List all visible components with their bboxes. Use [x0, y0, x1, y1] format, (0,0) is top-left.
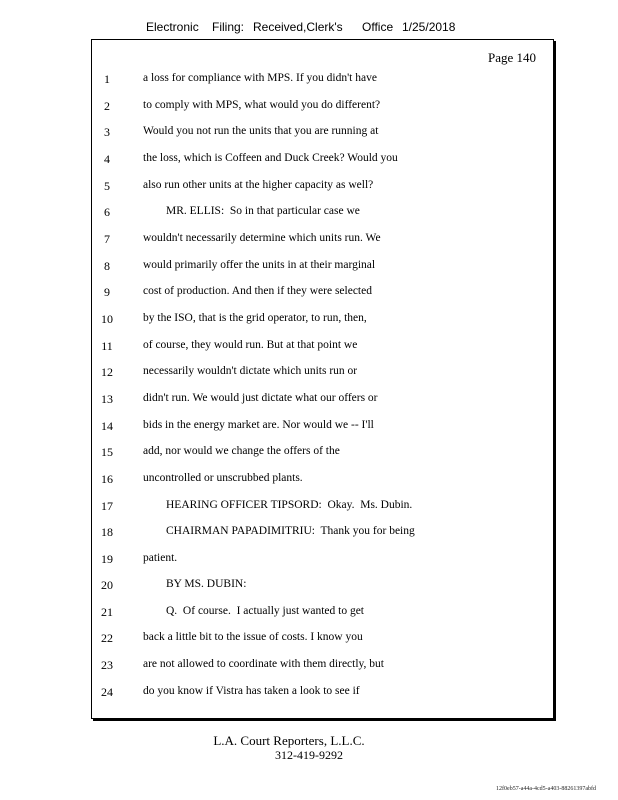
line-text: Q. Of course. I actually just wanted to get [143, 605, 364, 617]
line-text: wouldn't necessarily determine which units run. We [143, 232, 381, 244]
line-text: a loss for compliance with MPS. If you didn't have [143, 72, 377, 84]
line-number: 12 [101, 365, 113, 379]
line-number: 13 [101, 392, 113, 406]
line-text: HEARING OFFICER TIPSORD: Okay. Ms. Dubin. [143, 499, 413, 511]
line-text: BY MS. DUBIN: [143, 578, 247, 590]
line-number: 4 [104, 152, 110, 166]
line-text: the loss, which is Coffeen and Duck Creek? Would you [143, 152, 398, 164]
line-number: 23 [101, 658, 113, 672]
line-text: bids in the energy market are. Nor would we -- I'll [143, 419, 374, 431]
line-text: cost of production. And then if they were selected [143, 285, 372, 297]
line-text: back a little bit to the issue of costs. I know you [143, 631, 363, 643]
line-number: 21 [101, 605, 113, 619]
line-number: 22 [101, 631, 113, 645]
line-text: CHAIRMAN PAPADIMITRIU: Thank you for being [143, 525, 415, 537]
line-text: MR. ELLIS: So in that particular case we [143, 205, 360, 217]
line-number: 11 [101, 339, 113, 353]
line-number: 15 [101, 445, 113, 459]
line-number: 18 [101, 525, 113, 539]
line-number: 1 [104, 72, 110, 86]
line-number: 16 [101, 472, 113, 486]
line-text: are not allowed to coordinate with them directly, but [143, 658, 385, 670]
page-number: Page 140 [488, 50, 537, 65]
reporter-company: L.A. Court Reporters, L.L.C. [213, 733, 365, 748]
line-number: 2 [104, 99, 110, 113]
line-number: 3 [104, 125, 110, 139]
line-number: 9 [104, 285, 110, 299]
line-number: 8 [104, 259, 110, 273]
transcript-page-frame [91, 39, 554, 719]
line-text: add, nor would we change the offers of the [143, 445, 340, 457]
line-text: patient. [143, 552, 178, 564]
line-text: Would you not run the units that you are running at [143, 125, 379, 137]
line-number: 19 [101, 552, 113, 566]
reporter-phone: 312-419-9292 [275, 748, 343, 762]
line-text: didn't run. We would just dictate what our offers or [143, 392, 378, 404]
header-received-clerks: Received,Clerk's [253, 20, 343, 34]
line-text: would primarily offer the units in at their marginal [143, 259, 376, 271]
line-text: by the ISO, that is the grid operator, to run, then, [143, 312, 367, 324]
line-number: 20 [101, 578, 113, 592]
line-text: do you know if Vistra has taken a look to see if [143, 685, 360, 697]
header-office: Office [362, 20, 394, 34]
line-number: 10 [101, 312, 113, 326]
header-date: 1/25/2018 [402, 20, 456, 34]
line-number: 6 [104, 205, 110, 219]
line-text: of course, they would run. But at that point we [143, 339, 358, 351]
line-number: 14 [101, 419, 113, 433]
filing-header [0, 20, 618, 36]
line-text: uncontrolled or unscrubbed plants. [143, 472, 303, 484]
header-electronic: Electronic [146, 20, 199, 34]
line-number: 5 [104, 179, 110, 193]
line-number: 7 [104, 232, 110, 246]
line-number: 17 [101, 499, 113, 513]
document-id: 12f0eb57-a44a-4cd5-a403-88261397abfd [496, 786, 596, 792]
header-filing: Filing: [212, 20, 245, 34]
line-text: necessarily wouldn't dictate which units run or [143, 365, 358, 377]
line-number: 24 [101, 685, 113, 699]
line-text: to comply with MPS, what would you do different? [143, 99, 381, 111]
line-text: also run other units at the higher capacity as well? [143, 179, 374, 191]
